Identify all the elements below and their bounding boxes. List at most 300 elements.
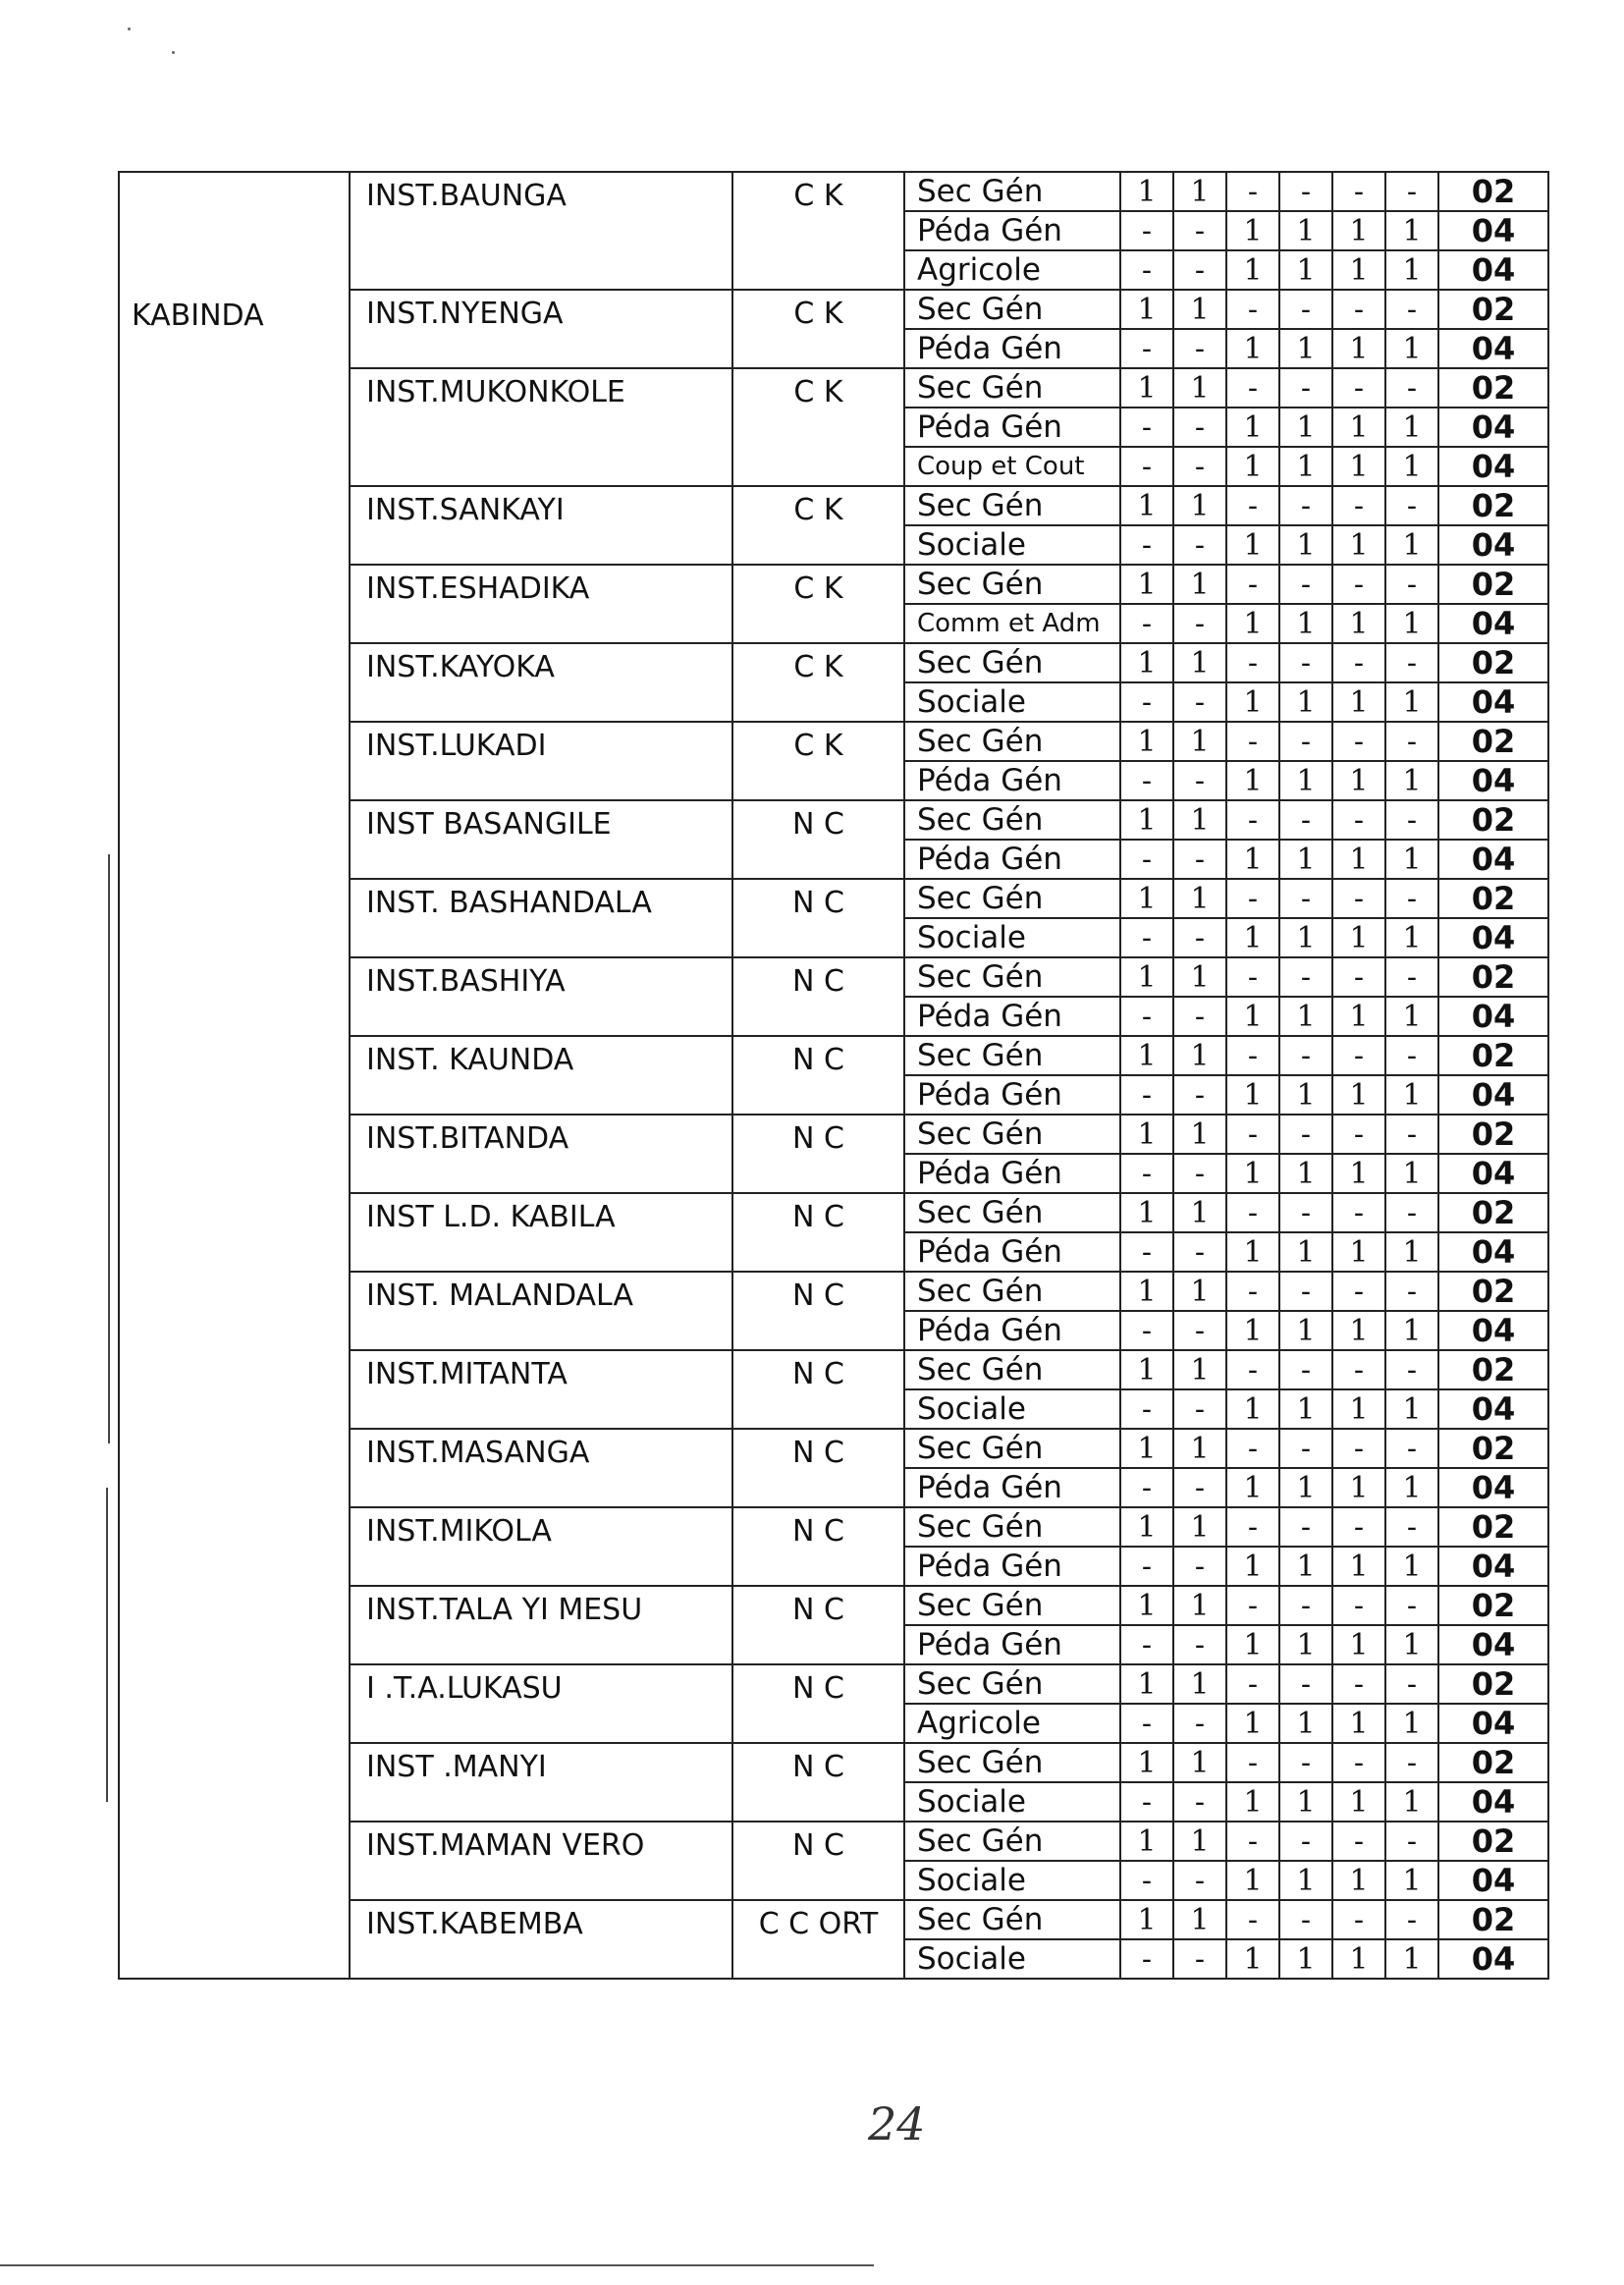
class-cell: -: [1120, 1075, 1173, 1115]
total-cell: 04: [1438, 447, 1548, 486]
class-cell: 1: [1173, 1507, 1226, 1547]
class-cell: -: [1173, 408, 1226, 447]
total-cell: 04: [1438, 604, 1548, 643]
option-name: Péda Gén: [904, 1075, 1120, 1115]
option-name: Sec Gén: [904, 1900, 1120, 1939]
class-cell: 1: [1279, 408, 1332, 447]
class-cell: 1: [1332, 408, 1385, 447]
class-cell: 1: [1385, 1782, 1438, 1822]
class-cell: 1: [1226, 1075, 1279, 1115]
class-cell: 1: [1385, 997, 1438, 1036]
class-cell: -: [1332, 722, 1385, 761]
school-regime: N C: [732, 879, 904, 957]
school-name: INST. MALANDALA: [350, 1272, 732, 1350]
class-cell: 1: [1173, 1743, 1226, 1782]
class-cell: 1: [1279, 1782, 1332, 1822]
class-cell: 1: [1226, 1311, 1279, 1350]
class-cell: -: [1332, 1193, 1385, 1232]
class-cell: -: [1385, 1743, 1438, 1782]
class-cell: 1: [1120, 643, 1173, 682]
class-cell: 1: [1385, 408, 1438, 447]
class-cell: -: [1385, 957, 1438, 997]
school-regime: N C: [732, 800, 904, 879]
school-regime: N C: [732, 1193, 904, 1272]
bottom-rule: [0, 2264, 874, 2266]
total-cell: 04: [1438, 1232, 1548, 1272]
class-cell: 1: [1226, 250, 1279, 290]
class-cell: -: [1332, 1822, 1385, 1861]
class-cell: 1: [1226, 447, 1279, 486]
class-cell: -: [1279, 565, 1332, 604]
total-cell: 04: [1438, 840, 1548, 879]
class-cell: -: [1226, 1586, 1279, 1625]
class-cell: 1: [1279, 1311, 1332, 1350]
class-cell: 1: [1332, 1939, 1385, 1979]
class-cell: 1: [1226, 604, 1279, 643]
total-cell: 02: [1438, 290, 1548, 329]
class-cell: 1: [1173, 722, 1226, 761]
class-cell: 1: [1385, 761, 1438, 800]
class-cell: 1: [1279, 1861, 1332, 1900]
class-cell: 1: [1173, 879, 1226, 918]
class-cell: -: [1120, 1154, 1173, 1193]
option-name: Péda Gén: [904, 1547, 1120, 1586]
option-name: Péda Gén: [904, 997, 1120, 1036]
school-options-table: [118, 171, 1549, 1980]
total-cell: 02: [1438, 1586, 1548, 1625]
sub-division-cell: KABINDA: [119, 172, 350, 1979]
option-name: Sec Gén: [904, 1822, 1120, 1861]
class-cell: 1: [1120, 879, 1173, 918]
class-cell: -: [1226, 368, 1279, 408]
class-cell: 1: [1279, 1704, 1332, 1743]
class-cell: 1: [1332, 250, 1385, 290]
class-cell: 1: [1173, 1193, 1226, 1232]
class-cell: 1: [1332, 1232, 1385, 1272]
class-cell: -: [1385, 1429, 1438, 1468]
class-cell: 1: [1279, 329, 1332, 368]
class-cell: 1: [1226, 1547, 1279, 1586]
class-cell: 1: [1332, 1389, 1385, 1429]
class-cell: 1: [1120, 1036, 1173, 1075]
class-cell: 1: [1385, 1939, 1438, 1979]
class-cell: -: [1385, 1664, 1438, 1704]
total-cell: 04: [1438, 408, 1548, 447]
class-cell: 1: [1173, 565, 1226, 604]
class-cell: -: [1385, 643, 1438, 682]
class-cell: 1: [1332, 1625, 1385, 1664]
option-name: Péda Gén: [904, 408, 1120, 447]
class-cell: 1: [1173, 290, 1226, 329]
option-name: Sec Gén: [904, 565, 1120, 604]
class-cell: 1: [1385, 1075, 1438, 1115]
total-cell: 04: [1438, 1861, 1548, 1900]
class-cell: 1: [1226, 1704, 1279, 1743]
class-cell: 1: [1332, 1704, 1385, 1743]
class-cell: -: [1226, 722, 1279, 761]
class-cell: 1: [1332, 1311, 1385, 1350]
class-cell: -: [1332, 1272, 1385, 1311]
class-cell: -: [1279, 1586, 1332, 1625]
class-cell: 1: [1226, 761, 1279, 800]
school-regime: N C: [732, 1586, 904, 1664]
class-cell: -: [1332, 290, 1385, 329]
option-name: Péda Gén: [904, 1232, 1120, 1272]
option-name: Sec Gén: [904, 172, 1120, 211]
school-regime: C K: [732, 486, 904, 565]
total-cell: 02: [1438, 1664, 1548, 1704]
total-cell: 02: [1438, 1900, 1548, 1939]
class-cell: 1: [1173, 486, 1226, 525]
total-cell: 02: [1438, 643, 1548, 682]
class-cell: -: [1226, 172, 1279, 211]
class-cell: 1: [1385, 1311, 1438, 1350]
option-name: Sec Gén: [904, 879, 1120, 918]
class-cell: 1: [1385, 1704, 1438, 1743]
class-cell: 1: [1385, 840, 1438, 879]
class-cell: -: [1120, 682, 1173, 722]
class-cell: 1: [1226, 1939, 1279, 1979]
school-name: INST.LUKADI: [350, 722, 732, 800]
class-cell: 1: [1332, 1154, 1385, 1193]
class-cell: -: [1173, 1311, 1226, 1350]
table-row: [119, 172, 1548, 211]
class-cell: -: [1226, 1822, 1279, 1861]
class-cell: 1: [1226, 1468, 1279, 1507]
total-cell: 04: [1438, 1075, 1548, 1115]
class-cell: -: [1279, 1115, 1332, 1154]
margin-line-lower: [106, 1488, 108, 1802]
class-cell: 1: [1120, 1429, 1173, 1468]
school-regime: N C: [732, 1115, 904, 1193]
margin-line-upper: [108, 854, 110, 1443]
class-cell: -: [1120, 1625, 1173, 1664]
class-cell: 1: [1173, 1115, 1226, 1154]
class-cell: 1: [1332, 997, 1385, 1036]
total-cell: 04: [1438, 1704, 1548, 1743]
school-regime: N C: [732, 1507, 904, 1586]
class-cell: -: [1120, 1782, 1173, 1822]
class-cell: -: [1332, 486, 1385, 525]
option-name: Sec Gén: [904, 1507, 1120, 1547]
class-cell: -: [1120, 997, 1173, 1036]
class-cell: 1: [1226, 682, 1279, 722]
scan-speck: [172, 51, 175, 54]
school-name: INST.MUKONKOLE: [350, 368, 732, 486]
school-regime: C C ORT: [732, 1900, 904, 1979]
option-name: Sociale: [904, 525, 1120, 565]
total-cell: 02: [1438, 368, 1548, 408]
total-cell: 02: [1438, 957, 1548, 997]
option-name: Sec Gén: [904, 1115, 1120, 1154]
school-regime: N C: [732, 1036, 904, 1115]
class-cell: 1: [1332, 525, 1385, 565]
class-cell: -: [1279, 1900, 1332, 1939]
class-cell: 1: [1385, 211, 1438, 250]
class-cell: -: [1173, 447, 1226, 486]
class-cell: 1: [1173, 368, 1226, 408]
total-cell: 04: [1438, 525, 1548, 565]
option-name: Péda Gén: [904, 329, 1120, 368]
option-name: Sec Gén: [904, 1429, 1120, 1468]
class-cell: 1: [1173, 643, 1226, 682]
school-name: INST .MANYI: [350, 1743, 732, 1822]
class-cell: -: [1226, 879, 1279, 918]
class-cell: 1: [1385, 329, 1438, 368]
school-regime: N C: [732, 1350, 904, 1429]
class-cell: 1: [1120, 1272, 1173, 1311]
class-cell: 1: [1120, 800, 1173, 840]
class-cell: -: [1279, 1743, 1332, 1782]
class-cell: 1: [1120, 368, 1173, 408]
class-cell: -: [1226, 1272, 1279, 1311]
option-name: Péda Gén: [904, 761, 1120, 800]
class-cell: -: [1120, 1939, 1173, 1979]
school-name: INST.BASHIYA: [350, 957, 732, 1036]
class-cell: 1: [1385, 1232, 1438, 1272]
class-cell: -: [1173, 1704, 1226, 1743]
class-cell: 1: [1279, 1232, 1332, 1272]
class-cell: 1: [1279, 1075, 1332, 1115]
class-cell: 1: [1120, 1193, 1173, 1232]
total-cell: 04: [1438, 329, 1548, 368]
option-name: Péda Gén: [904, 1468, 1120, 1507]
total-cell: 04: [1438, 918, 1548, 957]
class-cell: 1: [1226, 918, 1279, 957]
class-cell: 1: [1226, 211, 1279, 250]
class-cell: 1: [1173, 1664, 1226, 1704]
class-cell: 1: [1279, 1939, 1332, 1979]
school-name: INST. BASHANDALA: [350, 879, 732, 957]
class-cell: -: [1120, 211, 1173, 250]
school-regime: C K: [732, 565, 904, 643]
class-cell: 1: [1279, 250, 1332, 290]
class-cell: -: [1120, 840, 1173, 879]
class-cell: 1: [1279, 1154, 1332, 1193]
class-cell: -: [1385, 1822, 1438, 1861]
class-cell: -: [1279, 1272, 1332, 1311]
class-cell: -: [1173, 525, 1226, 565]
class-cell: 1: [1120, 1586, 1173, 1625]
class-cell: -: [1385, 1350, 1438, 1389]
total-cell: 04: [1438, 761, 1548, 800]
class-cell: 1: [1385, 1625, 1438, 1664]
school-regime: C K: [732, 290, 904, 368]
total-cell: 02: [1438, 172, 1548, 211]
class-cell: 1: [1120, 565, 1173, 604]
school-name: INST.SANKAYI: [350, 486, 732, 565]
school-regime: C K: [732, 643, 904, 722]
class-cell: -: [1332, 172, 1385, 211]
option-name: Sec Gén: [904, 486, 1120, 525]
class-cell: 1: [1226, 1782, 1279, 1822]
class-cell: -: [1332, 1429, 1385, 1468]
class-cell: 1: [1332, 918, 1385, 957]
class-cell: 1: [1385, 525, 1438, 565]
class-cell: 1: [1226, 1389, 1279, 1429]
class-cell: -: [1279, 1822, 1332, 1861]
option-name: Agricole: [904, 1704, 1120, 1743]
class-cell: -: [1385, 1586, 1438, 1625]
class-cell: -: [1279, 643, 1332, 682]
class-cell: -: [1332, 1036, 1385, 1075]
class-cell: 1: [1173, 957, 1226, 997]
class-cell: -: [1332, 957, 1385, 997]
class-cell: -: [1385, 368, 1438, 408]
class-cell: -: [1332, 643, 1385, 682]
class-cell: -: [1332, 879, 1385, 918]
class-cell: -: [1173, 250, 1226, 290]
class-cell: 1: [1332, 682, 1385, 722]
class-cell: -: [1120, 918, 1173, 957]
class-cell: 1: [1279, 1468, 1332, 1507]
total-cell: 04: [1438, 1939, 1548, 1979]
total-cell: 04: [1438, 1625, 1548, 1664]
class-cell: -: [1385, 800, 1438, 840]
class-cell: -: [1226, 1664, 1279, 1704]
school-regime: C K: [732, 368, 904, 486]
class-cell: 1: [1226, 1625, 1279, 1664]
school-name: INST BASANGILE: [350, 800, 732, 879]
class-cell: 1: [1173, 800, 1226, 840]
option-name: Péda Gén: [904, 840, 1120, 879]
class-cell: -: [1173, 1232, 1226, 1272]
class-cell: -: [1226, 1507, 1279, 1547]
option-name: Sociale: [904, 1861, 1120, 1900]
class-cell: -: [1173, 1389, 1226, 1429]
class-cell: 1: [1279, 604, 1332, 643]
option-name: Sociale: [904, 682, 1120, 722]
class-cell: -: [1173, 682, 1226, 722]
option-name: Sec Gén: [904, 290, 1120, 329]
page-number-handwritten: 24: [868, 2097, 926, 2150]
class-cell: -: [1173, 1625, 1226, 1664]
total-cell: 02: [1438, 1429, 1548, 1468]
class-cell: -: [1332, 1664, 1385, 1704]
class-cell: 1: [1226, 329, 1279, 368]
class-cell: 1: [1279, 997, 1332, 1036]
class-cell: -: [1279, 722, 1332, 761]
class-cell: -: [1385, 172, 1438, 211]
class-cell: -: [1385, 879, 1438, 918]
option-name: Sociale: [904, 1939, 1120, 1979]
class-cell: -: [1120, 329, 1173, 368]
class-cell: -: [1173, 1782, 1226, 1822]
option-name: Agricole: [904, 250, 1120, 290]
school-regime: N C: [732, 1822, 904, 1900]
school-name: INST.KAYOKA: [350, 643, 732, 722]
class-cell: -: [1120, 1861, 1173, 1900]
class-cell: 1: [1332, 604, 1385, 643]
option-name: Sociale: [904, 918, 1120, 957]
class-cell: -: [1332, 1350, 1385, 1389]
total-cell: 02: [1438, 565, 1548, 604]
class-cell: -: [1385, 1900, 1438, 1939]
class-cell: 1: [1120, 1900, 1173, 1939]
class-cell: 1: [1332, 840, 1385, 879]
total-cell: 02: [1438, 486, 1548, 525]
class-cell: 1: [1226, 997, 1279, 1036]
class-cell: -: [1226, 1036, 1279, 1075]
class-cell: 1: [1279, 211, 1332, 250]
class-cell: 1: [1279, 761, 1332, 800]
school-name: INST.BAUNGA: [350, 172, 732, 290]
class-cell: 1: [1332, 329, 1385, 368]
total-cell: 04: [1438, 1782, 1548, 1822]
class-cell: -: [1226, 1743, 1279, 1782]
class-cell: 1: [1332, 211, 1385, 250]
class-cell: -: [1226, 1429, 1279, 1468]
class-cell: -: [1173, 1861, 1226, 1900]
class-cell: -: [1120, 1704, 1173, 1743]
class-cell: 1: [1173, 1429, 1226, 1468]
class-cell: -: [1173, 329, 1226, 368]
class-cell: -: [1385, 486, 1438, 525]
option-name: Sec Gén: [904, 1664, 1120, 1704]
school-regime: C K: [732, 722, 904, 800]
class-cell: -: [1385, 1507, 1438, 1547]
class-cell: -: [1173, 1075, 1226, 1115]
class-cell: -: [1279, 368, 1332, 408]
class-cell: -: [1385, 1272, 1438, 1311]
class-cell: -: [1173, 761, 1226, 800]
school-regime: N C: [732, 957, 904, 1036]
class-cell: -: [1279, 800, 1332, 840]
class-cell: -: [1120, 1232, 1173, 1272]
class-cell: -: [1385, 565, 1438, 604]
class-cell: 1: [1332, 1782, 1385, 1822]
total-cell: 04: [1438, 682, 1548, 722]
total-cell: 02: [1438, 1743, 1548, 1782]
class-cell: -: [1279, 486, 1332, 525]
class-cell: 1: [1120, 1822, 1173, 1861]
option-name: Péda Gén: [904, 1154, 1120, 1193]
total-cell: 04: [1438, 1311, 1548, 1350]
class-cell: 1: [1120, 172, 1173, 211]
class-cell: 1: [1120, 1743, 1173, 1782]
class-cell: 1: [1173, 1586, 1226, 1625]
class-cell: 1: [1173, 1900, 1226, 1939]
option-name: Péda Gén: [904, 1625, 1120, 1664]
class-cell: -: [1332, 565, 1385, 604]
class-cell: 1: [1173, 1272, 1226, 1311]
school-name: INST.BITANDA: [350, 1115, 732, 1193]
table-body: [119, 172, 1548, 1979]
option-name: Sec Gén: [904, 1036, 1120, 1075]
option-name: Sociale: [904, 1389, 1120, 1429]
class-cell: 1: [1120, 290, 1173, 329]
class-cell: 1: [1120, 1664, 1173, 1704]
class-cell: -: [1279, 879, 1332, 918]
class-cell: -: [1226, 643, 1279, 682]
class-cell: -: [1226, 1350, 1279, 1389]
class-cell: 1: [1332, 1075, 1385, 1115]
class-cell: -: [1173, 1154, 1226, 1193]
class-cell: -: [1279, 1664, 1332, 1704]
school-name: INST.MITANTA: [350, 1350, 732, 1429]
option-name: Comm et Adm: [904, 604, 1120, 643]
class-cell: -: [1173, 840, 1226, 879]
class-cell: -: [1120, 447, 1173, 486]
option-name: Sociale: [904, 1782, 1120, 1822]
class-cell: 1: [1226, 1861, 1279, 1900]
class-cell: -: [1385, 290, 1438, 329]
class-cell: 1: [1226, 525, 1279, 565]
class-cell: 1: [1332, 1861, 1385, 1900]
class-cell: 1: [1226, 1154, 1279, 1193]
school-regime: N C: [732, 1429, 904, 1507]
class-cell: 1: [1173, 1822, 1226, 1861]
